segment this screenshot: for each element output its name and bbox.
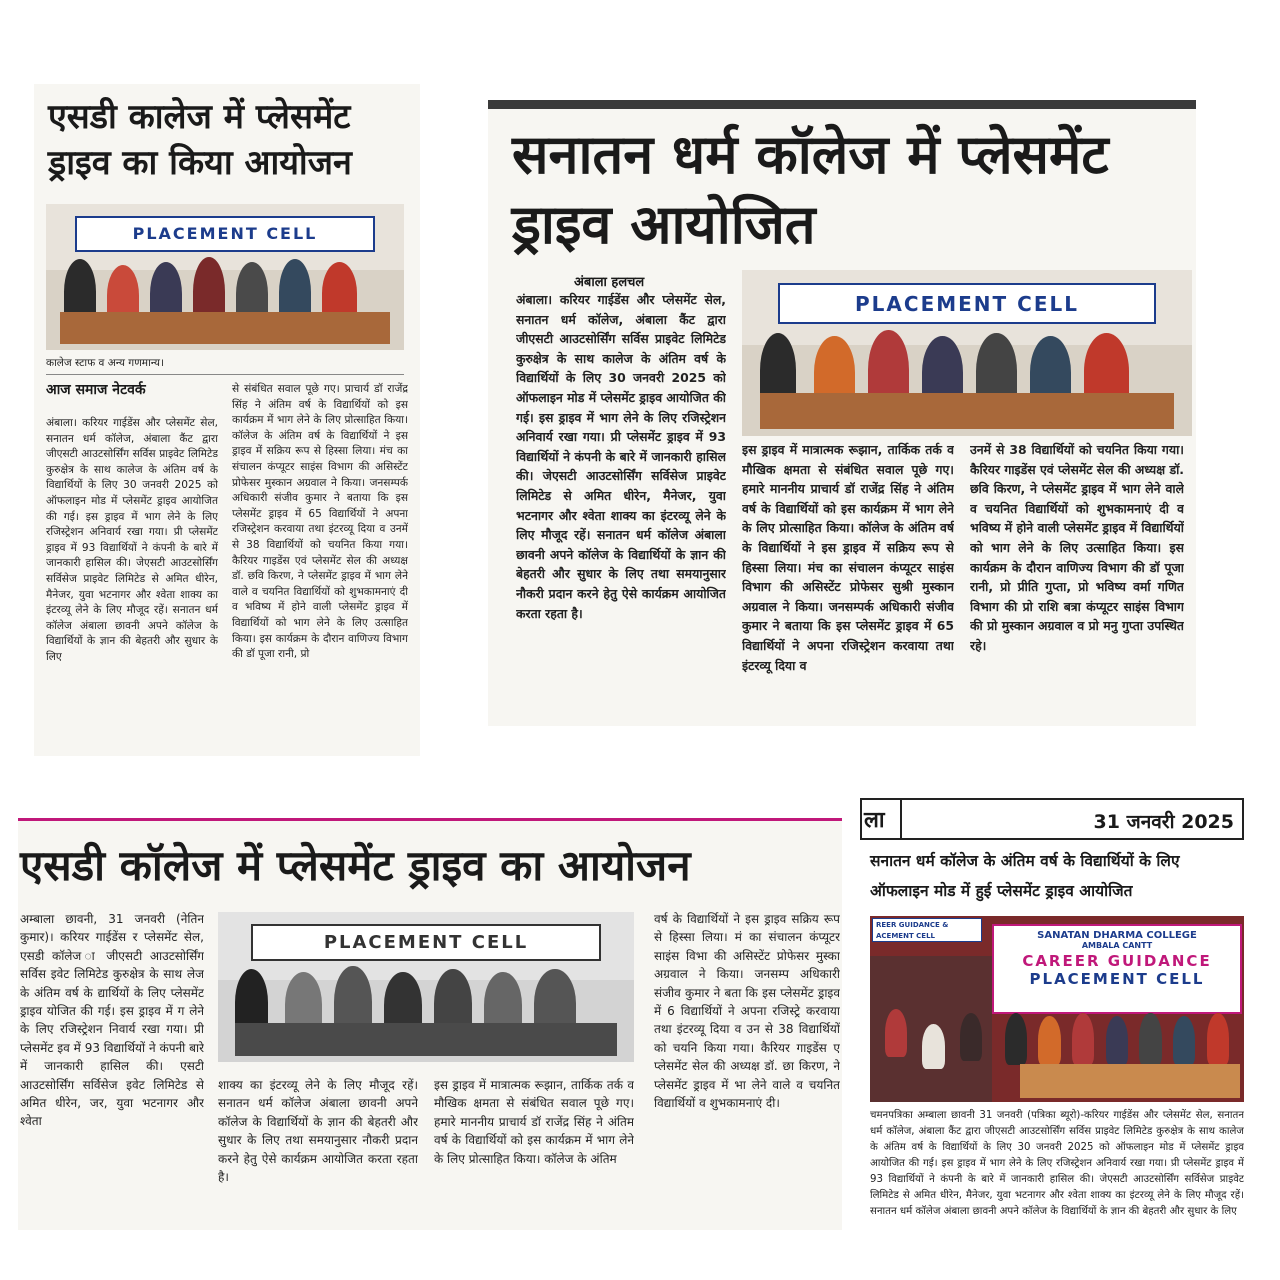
article-column-1: अम्बाला छावनी, 31 जनवरी (नेतिन कुमार)। करियर गाईडेंस र प्लेसमेंट सेल, एसडी कॉलेज ा जीएसटी आउटसोर्सिंग सर्विस इवेट लिमिटेड कुरुक्षेत्र के साथ लेज के अंतिम वर्ष के द्यार्थियों के लिए प्लेसमेंट ड्राइव योजित की गई। इस ड्राइव में ग लेने के लिए रजिस्ट्रेशन निवार्य रखा गया। प्री प्लेसमेंट इव में 93 विद्यार्थियों ने कंपनी बारे में जानकारी हासिल की। एसटी आउटसोर्सिंग सर्विसेज इवेट लिमिटेड से अमित धीरेन, जर, युवा भटनागर और श्वेता (20, 912, 204, 1129)
article-column-4: वर्ष के विद्यार्थियों ने इस ड्राइव सक्रिय रूप से हिस्सा लिया। मं का संचालन कंप्यूटर साइंस विभा की असिस्टेंट प्रोफेसर मुस्का अग्रवाल ने किया। जनसम्प अधिकारी संजीव कुमार ने बता कि इस प्लेसमेंट ड्राइव में 6 विद्यार्थियों ने अपना रजिस्ट्रे करवाया तथा इंटरव्यू दिया व उन से 38 विद्यार्थियों को चयनि किया गया। कैरियर गाइडेंस ए प्लेसमेंट सेल की अध्यक्ष डॉ. छा किरण, ने प्लेसमेंट ड्राइव में भा लेने वाले व चयनित विद्यार्थियों व शुभकामनाएं दी। (654, 912, 840, 1111)
headline: एसडी कॉलेज में प्लेसमेंट ड्राइव का आयोजन (20, 841, 691, 890)
side-banner (872, 918, 982, 942)
clip-bottom-right (860, 798, 1246, 1260)
photo-caption: कालेज स्टाफ व अन्य गणमान्य। (46, 357, 164, 369)
headline: सनातन धर्म कॉलेज के अंतिम वर्ष के विद्यार्थियों के लिए ऑफलाइन मोड में हुई प्लेसमेंट ड्राइव आयोजित (870, 852, 1180, 900)
banner-text: PLACEMENT CELL (132, 224, 318, 244)
article-column-2: इस ड्राइव में मात्रात्मक रूझान, तार्किक तर्क व मौखिक क्षमता से संबंधित सवाल पूछे गए। हमारे माननीय प्राचार्य डॉ राजेंद्र सिंह ने अंतिम वर्ष के विद्यार्थियों को इस कार्यक्रम में भाग लेने के लिए प्रोत्साहित किया। कॉलेज के अंतिम वर्ष के विद्यार्थियों ने इस ड्राइव में सक्रिय रूप से हिस्सा लिया। मंच का संचालन कंप्यूटर साइंस विभाग की असिस्टेंट प्रोफेसर सुश्री मुस्कान अग्रवाल ने किया। जनसम्पर्क अधिकारी संजीव कुमार ने बताया कि इस प्लेसमेंट ड्राइव में 65 विद्यार्थियों ने अपना रजिस्ट्रेशन करवाया तथा इंटरव्यू दिया व (742, 442, 954, 673)
banner-text: PLACEMENT CELL (855, 291, 1079, 316)
caption-rule (46, 374, 404, 375)
masthead-date: 31 जनवरी 2025 (1093, 811, 1234, 833)
byline: आज समाज नेटवर्क (46, 382, 146, 398)
group-photo (742, 270, 1192, 436)
byline: अंबाला हलचल (574, 275, 645, 290)
article-column-1: अंबाला। करियर गाईडेंस और प्लेसमेंट सेल, सनातन धर्म कॉलेज, अंबाला कैंट द्वारा जीएसटी आउटसोर्सिंग सर्विस प्राइवेट लिमिटेड कुरुक्षेत्र के साथ कालेज के अंतिम वर्ष के विद्यार्थियों के लिए 30 जनवरी 2025 को ऑफलाइन मोड में प्लेसमेंट ड्राइव आयोजित की गई। इस ड्राइव में भाग लेने के लिए रजिस्ट्रेशन अनिवार्य रखा गया। प्री प्लेसमेंट ड्राइव में 93 विद्यार्थियों ने कंपनी के बारे में जानकारी हासिल की। जेएसटी आउटसोर्सिंग सर्विसेज प्राइवेट लिमिटेड से अमित धीरेन, मैनेजर, युवा भटनागर और श्वेता शाक्य का इंटरव्यू लेने के लिए मौजूद रहें। सनातन धर्म कॉलेज अंबाला छावनी अपने कॉलेज के विद्यार्थियों के ज्ञान की बेहतरी और सुधार के लिए तथा समयानुसार नौकरी प्रदान करने हेतु ऐसे कार्यक्रम आयोजित करता रहता है। (516, 292, 726, 621)
article-column-2: शाक्य का इंटरव्यू लेने के लिए मौजूद रहें। सनातन धर्म कॉलेज अंबाला छावनी अपने कॉलेज के विद्यार्थियों के ज्ञान की बेहतरी और सुधार के लिए तथा समयानुसार नौकरी प्रदान करने हेतु ऐसे कार्यक्रम आयोजित करता रहता है। (218, 1078, 418, 1185)
banner-line-2: AMBALA CANTT (1081, 941, 1153, 950)
clip-bottom-left (18, 818, 842, 1230)
college-banner (992, 924, 1242, 1014)
article-body: चमनपत्रिका अम्बाला छावनी 31 जनवरी (पत्रिका ब्यूरो)-करियर गाईडेंस और प्लेसमेंट सेल, सनातन धर्म कॉलेज, अंबाला कैंट द्वारा जीएसटी आउटसोर्सिंग सर्विस प्राइवेट लिमिटेड कुरुक्षेत्र के साथ कालेज के अंतिम वर्ष के विद्यार्थियों के लिए 30 जनवरी 2025 को ऑफलाइन मोड में प्लेसमेंट ड्राइव आयोजित की गई। इस ड्राइव में भाग लेने के लिए रजिस्ट्रेशन अनिवार्य रखा गया। प्री प्लेसमेंट ड्राइव में 93 विद्यार्थियों ने कंपनी के बारे में जानकारी हासिल की। जेएसटी आउटसोर्सिंग सर्विसेज प्राइवेट लिमिटेड से अमित धीरेन, मैनेजर, युवा भटनागर और श्वेता शाक्य का इंटरव्यू लेने के लिए मौजूद रहें। सनातन धर्म कॉलेज अंबाला छावनी अपने कॉलेज के विद्यार्थियों के ज्ञान की बेहतरी और सुधार के लिए (870, 1110, 1244, 1217)
banner-line-4: PLACEMENT CELL (1029, 970, 1205, 988)
event-photo (870, 916, 1244, 1102)
top-rule (488, 100, 1196, 109)
article-column-3: उनमें से 38 विद्यार्थियों को चयनित किया गया। कैरियर गाइडेंस एवं प्लेसमेंट सेल की अध्यक्ष डॉ. छवि किरण, ने प्लेसमेंट ड्राइव में भाग लेने वाले व चयनित विद्यार्थियों को शुभकामनाएं दी व भविष्य में होने वाली प्लेसमेंट ड्राइव में विद्यार्थियों को भाग लेने के लिए उत्साहित किया। इस कार्यक्रम के दौरान वाणिज्य विभाग की डॉ पूजा रानी, प्रो प्रीति गुप्ता, प्रो भविष्य वर्मा गणित विभाग की प्रो राशि बत्रा कंप्यूटर साइंस विभाग की प्रो मुस्कान अग्रवाल व प्रो मनु गुप्ता उपस्थित रहे। (970, 442, 1184, 653)
masthead (860, 798, 1244, 840)
headline: सनातन धर्म कॉलेज में प्लेसमेंट ड्राइव आयोजित (512, 123, 1109, 256)
banner-text: PLACEMENT CELL (323, 932, 529, 953)
group-photo (218, 912, 634, 1062)
clip-top-left (34, 84, 420, 756)
article-column-1: अंबाला। करियर गाईडेंस और प्लेसमेंट सेल, सनातन धर्म कॉलेज, अंबाला कैंट द्वारा जीएसटी आउटसोर्सिंग सर्विस प्राइवेट लिमिटेड कुरुक्षेत्र के साथ कालेज के अंतिम वर्ष के विद्यार्थियों के लिए 30 जनवरी 2025 को ऑफलाइन मोड में प्लेसमेंट ड्राइव आयोजित की गई। इस ड्राइव में भाग लेने के लिए रजिस्ट्रेशन अनिवार्य रखा गया। प्री प्लेसमेंट ड्राइव में 93 विद्यार्थियों ने कंपनी के बारे में जानकारी हासिल की। जेएसटी आउटसोर्सिंग सर्विसेज प्राइवेट लिमिटेड से अमित धीरेन, मैनेजर, युवा भटनागर और श्वेता शाक्य का इंटरव्यू लेने के लिए मौजूद रहें। सनातन धर्म कॉलेज अंबाला छावनी अपने कॉलेज के विद्यार्थियों के ज्ञान की बेहतरी और सुधार के लिए (46, 417, 218, 663)
clip-top-right (488, 100, 1196, 726)
top-rule (18, 818, 842, 821)
banner-line-3: CAREER GUIDANCE (1022, 952, 1212, 970)
banner-line-1: SANATAN DHARMA COLLEGE (1037, 930, 1197, 941)
group-photo (46, 204, 404, 350)
side-banner-text: REER GUIDANCE & ACEMENT CELL (876, 921, 949, 940)
headline: एसडी कालेज में प्लेसमेंट ड्राइव का किया आयोजन (48, 97, 352, 183)
article-column-3: इस ड्राइव में मात्रात्मक रूझान, तार्किक तर्क व मौखिक क्षमता से संबंधित सवाल पूछे गए। हमारे माननीय प्राचार्य डॉ राजेंद्र सिंह ने अंतिम वर्ष के विद्यार्थियों को इस कार्यक्रम में भाग लेने के लिए प्रोत्साहित किया। कॉलेज के अंतिम (434, 1078, 634, 1166)
article-column-2: से संबंधित सवाल पूछे गए। प्राचार्य डॉ राजेंद्र सिंह ने अंतिम वर्ष के विद्यार्थियों को इस कार्यक्रम में भाग लेने के लिए प्रोत्साहित किया। कॉलेज के अंतिम वर्ष के विद्यार्थियों ने इस ड्राइव में सक्रिय रूप से हिस्सा लिया। मंच का संचालन कंप्यूटर साइंस विभाग की असिस्टेंट प्रोफेसर मुस्कान अग्रवाल ने किया। जनसम्पर्क अधिकारी संजीव कुमार ने बताया कि इस प्लेसमेंट ड्राइव में 65 विद्यार्थियों ने अपना रजिस्ट्रेशन करवाया तथा इंटरव्यू दिया व उनमें से 38 विद्यार्थियों को चयनित किया गया। कैरियर गाइडेंस एवं प्लेसमेंट सेल की अध्यक्ष डॉ. छवि किरण, ने प्लेसमेंट ड्राइव में भाग लेने वाले व चयनित विद्यार्थियों को शुभकामनाएं दी व भविष्य में होने वाली प्लेसमेंट ड्राइव में विद्यार्थियों को भाग लेने के लिए उत्साहित किया। इस कार्यक्रम के दौरान वाणिज्य विभाग की डॉ पूजा रानी, प्रो (232, 383, 408, 661)
masthead-left: ला (864, 808, 885, 833)
